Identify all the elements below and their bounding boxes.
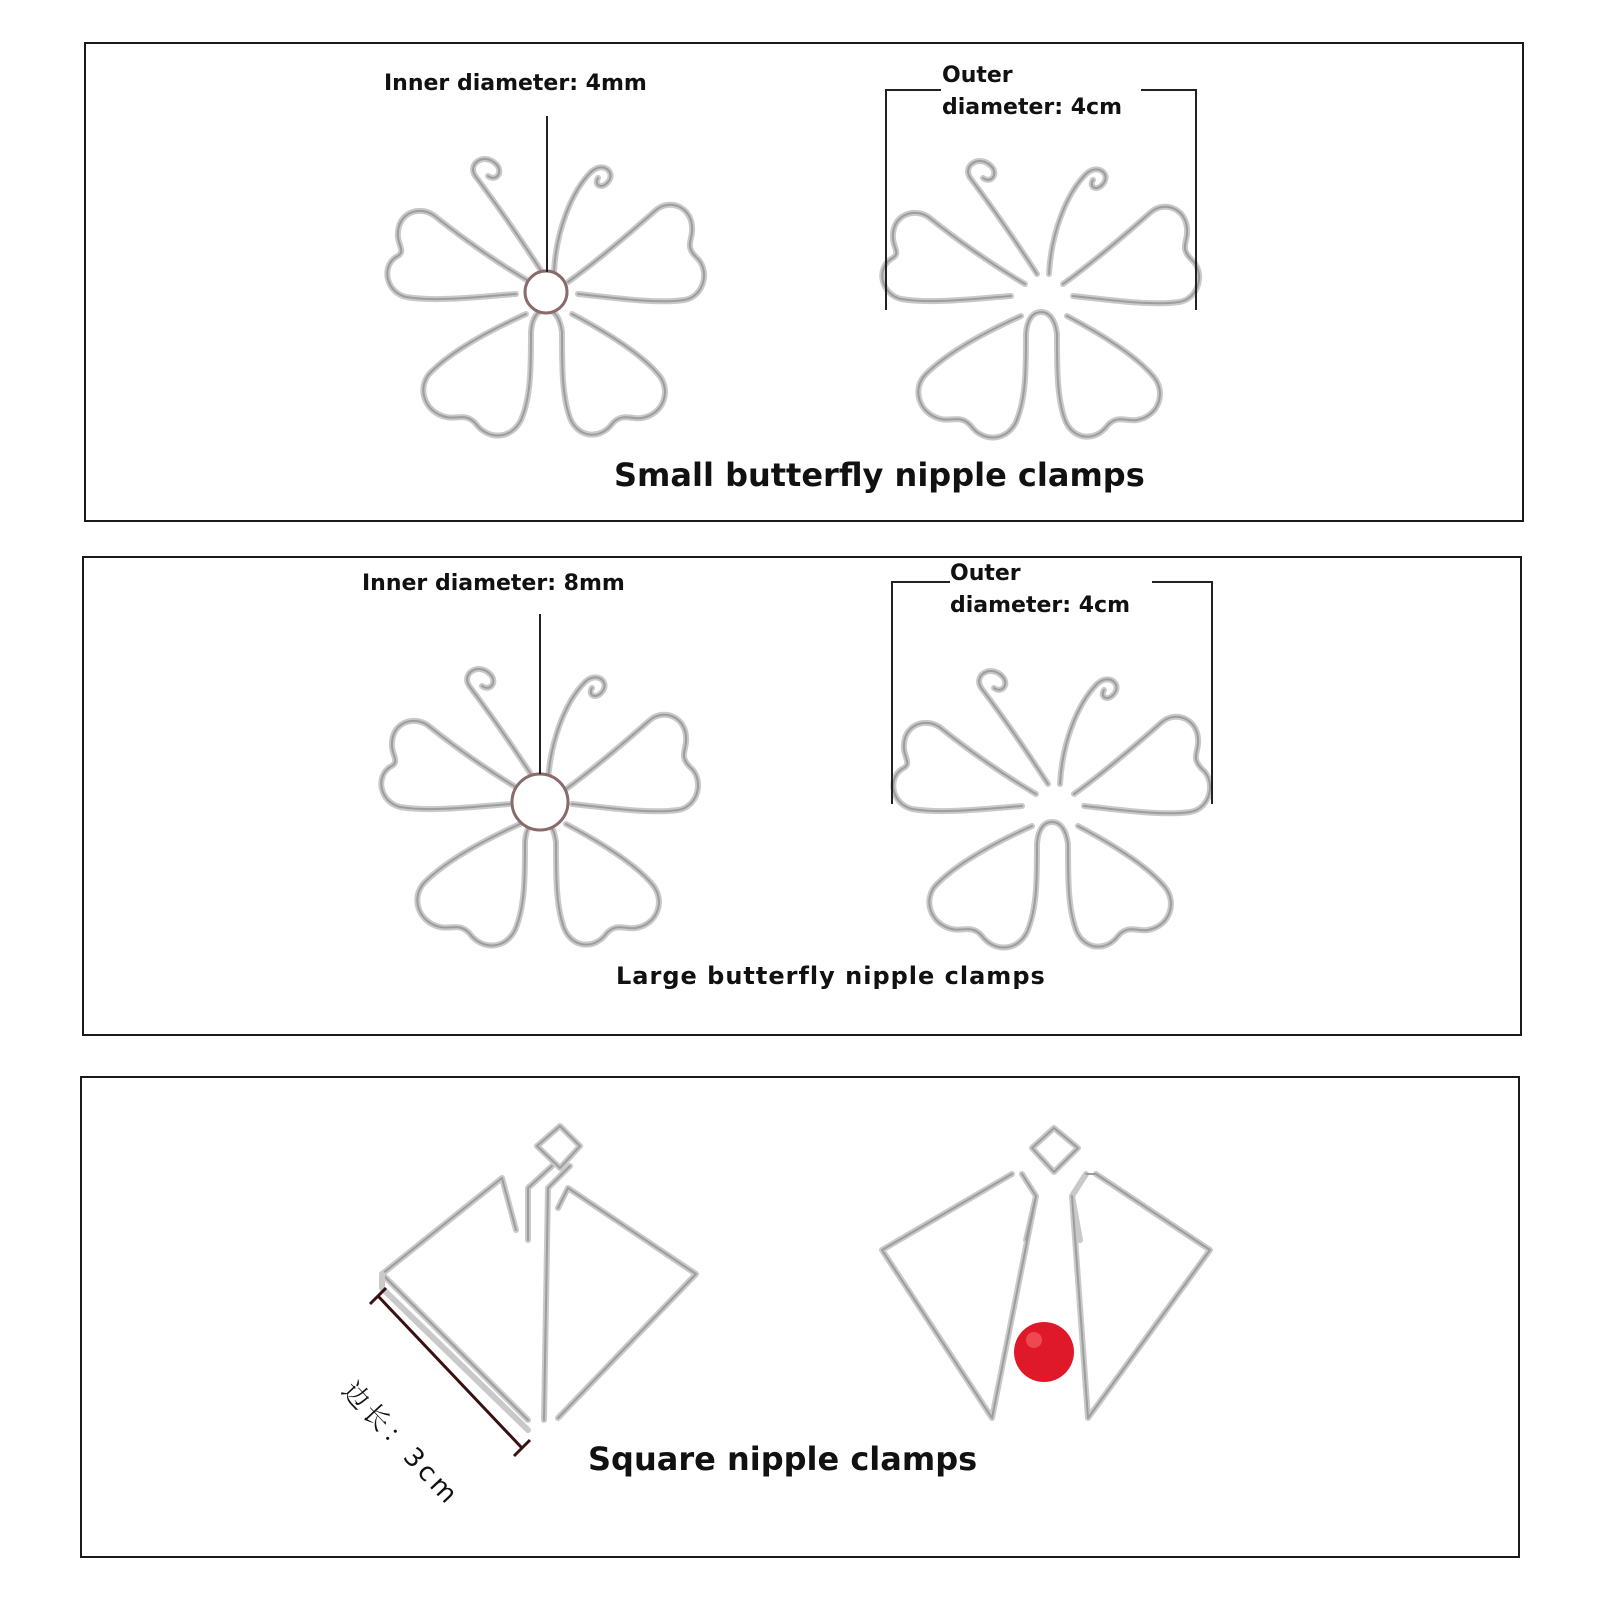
panel-title: Small butterfly nipple clamps (614, 456, 1145, 494)
outer-diameter-label-line1: Outer (950, 561, 1021, 586)
small-butterfly-panel (84, 42, 1524, 522)
inner-ring (525, 271, 567, 313)
square-clamp-icon (882, 1128, 1210, 1418)
inner-diameter-label: Inner diameter: 4mm (384, 71, 647, 96)
outer-diameter-label-line2: diameter: 4cm (950, 593, 1130, 618)
side-length-label: 边长：3cm (335, 1376, 466, 1513)
outer-diameter-label-line1: Outer (942, 63, 1013, 88)
outer-diameter-bracket-right (1141, 90, 1196, 310)
panel-title: Square nipple clamps (588, 1440, 978, 1478)
red-bead-icon (1014, 1322, 1074, 1382)
outer-diameter-label-line2: diameter: 4cm (942, 95, 1122, 120)
square-clamps-image (82, 1078, 1522, 1560)
small-butterfly-clamps-image (86, 44, 1526, 524)
square-clamp-icon (382, 1126, 696, 1430)
butterfly-clamp-icon (882, 161, 1199, 437)
outer-diameter-bracket-left (886, 90, 941, 310)
large-butterfly-panel (82, 556, 1522, 1036)
butterfly-clamp-icon (387, 159, 704, 435)
inner-diameter-label: Inner diameter: 8mm (362, 571, 625, 596)
inner-ring (512, 774, 568, 830)
square-clamps-panel (80, 1076, 1520, 1558)
panel-title: Large butterfly nipple clamps (616, 962, 1046, 990)
butterfly-clamp-icon (893, 671, 1210, 947)
